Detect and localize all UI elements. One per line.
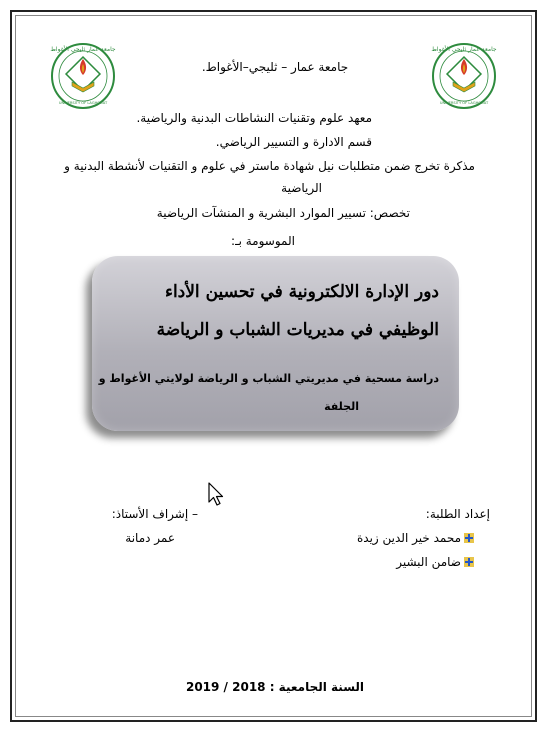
thesis-title-line2: الوظيفي في مديريات الشباب و الرياضة (156, 320, 439, 340)
thesis-title-line1: دور الإدارة الالكترونية في تحسين الأداء (164, 282, 439, 302)
thesis-subtitle-line2: الجلفة (324, 400, 359, 413)
student-item-2 (396, 555, 474, 569)
memo-description-line1: مذكرة تخرج ضمن متطلبات نيل شهادة ماستر في علوم و التقنيات لأنشطة البدنية و (64, 159, 475, 173)
thesis-title-box (92, 256, 459, 431)
thesis-subtitle-line1: دراسة مسحية في مديريتي الشباب و الرياضة لولايتي الأغواط و (98, 372, 439, 385)
university-logo-left (50, 42, 116, 110)
student-item-1 (357, 531, 474, 545)
logo-left-arc-text: جامعة عمار ثليجي الأغواط (50, 46, 116, 53)
supervisor-label: – إشراف الأستاذ: (111, 507, 198, 521)
university-logo-right (431, 42, 497, 110)
bullet-icon (464, 533, 474, 543)
bullet-icon (464, 557, 474, 567)
specialty: تخصص: تسيير الموارد البشرية و المنشآت الرياضية (156, 206, 410, 220)
student-name-2: ضامن البشير (396, 555, 461, 569)
logo-right-bottom-text: UNIVERSITY OF LAGHOUAT (439, 101, 489, 105)
university-name: جامعة عمار – ثليجي–الأغواط. (201, 60, 349, 74)
student-name-1: محمد خير الدين زيدة (357, 531, 461, 545)
students-label: إعداد الطلبة: (425, 507, 490, 521)
mouse-cursor-icon (208, 482, 224, 508)
academic-year: السنة الجامعية : 2018 / 2019 (185, 680, 365, 694)
department-name: قسم الادارة و التسيير الرياضي. (215, 135, 372, 149)
institute-name: معهد علوم وتقنيات النشاطات البدنية والرياضية. (136, 111, 372, 125)
logo-right-arc-text: جامعة عمار ثليجي الأغواط (431, 46, 497, 53)
logo-left-bottom-text: UNIVERSITY OF LAGHOUAT (58, 101, 108, 105)
titled-label: الموسومة بـ: (231, 234, 295, 248)
supervisor-name: عمر دمانة (125, 531, 175, 545)
memo-description-line2: الرياضية (281, 181, 322, 195)
